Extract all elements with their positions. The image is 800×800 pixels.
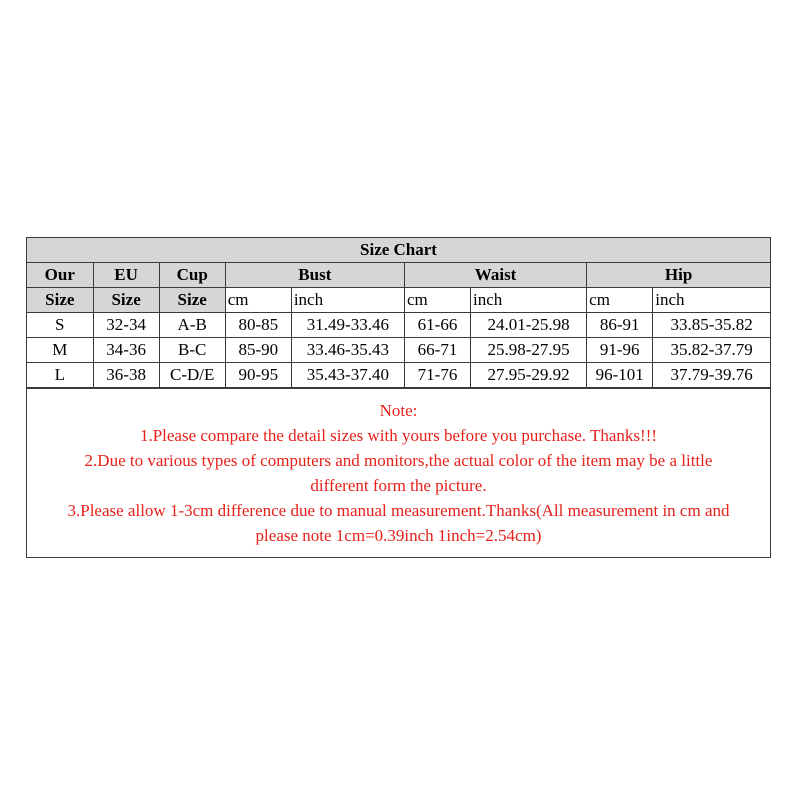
- table-cell: 36-38: [93, 363, 159, 388]
- table-cell: 27.95-29.92: [471, 363, 587, 388]
- notes-section: [27, 388, 770, 557]
- size-chart-table: [27, 238, 770, 388]
- table-cell: 24.01-25.98: [471, 313, 587, 338]
- header-hip: Hip: [587, 263, 770, 288]
- table-row: [27, 363, 770, 388]
- table-cell: B-C: [159, 338, 225, 363]
- table-cell: 91-96: [587, 338, 653, 363]
- table-cell: 33.46-35.43: [291, 338, 404, 363]
- header-our-size-line2: Size: [27, 288, 93, 313]
- note-heading: Note:: [379, 401, 418, 420]
- chart-title: Size Chart: [27, 238, 770, 263]
- size-chart: [26, 237, 771, 558]
- header-row-2: [27, 288, 770, 313]
- header-waist: Waist: [404, 263, 586, 288]
- table-cell: 90-95: [225, 363, 291, 388]
- bust-cm-label: cm: [225, 288, 291, 313]
- table-cell: 61-66: [404, 313, 470, 338]
- header-our-size-line1: Our: [27, 263, 93, 288]
- hip-inch-label: inch: [653, 288, 770, 313]
- table-cell: 32-34: [93, 313, 159, 338]
- table-cell: 33.85-35.82: [653, 313, 770, 338]
- table-cell: M: [27, 338, 93, 363]
- note-line: please note 1cm=0.39inch 1inch=2.54cm): [255, 526, 542, 545]
- note-line: different form the picture.: [310, 476, 487, 495]
- table-cell: 37.79-39.76: [653, 363, 770, 388]
- note-line: 2.Due to various types of computers and monitors,the actual color of the item may be a little: [84, 451, 713, 470]
- header-cup-size-line2: Size: [159, 288, 225, 313]
- table-cell: 25.98-27.95: [471, 338, 587, 363]
- table-cell: C-D/E: [159, 363, 225, 388]
- note-line: 3.Please allow 1-3cm difference due to manual measurement.Thanks(All measurement in cm and: [67, 501, 730, 520]
- table-cell: 85-90: [225, 338, 291, 363]
- table-cell: 86-91: [587, 313, 653, 338]
- table-row: [27, 313, 770, 338]
- header-eu-size-line1: EU: [93, 263, 159, 288]
- table-cell: 34-36: [93, 338, 159, 363]
- title-row: [27, 238, 770, 263]
- table-row: [27, 338, 770, 363]
- header-bust: Bust: [225, 263, 404, 288]
- note-line: 1.Please compare the detail sizes with yours before you purchase. Thanks!!!: [139, 426, 658, 445]
- table-cell: 31.49-33.46: [291, 313, 404, 338]
- table-cell: 80-85: [225, 313, 291, 338]
- header-row-1: [27, 263, 770, 288]
- table-cell: 35.82-37.79: [653, 338, 770, 363]
- table-cell: 35.43-37.40: [291, 363, 404, 388]
- table-cell: S: [27, 313, 93, 338]
- waist-cm-label: cm: [404, 288, 470, 313]
- table-cell: 66-71: [404, 338, 470, 363]
- bust-inch-label: inch: [291, 288, 404, 313]
- table-cell: A-B: [159, 313, 225, 338]
- waist-inch-label: inch: [471, 288, 587, 313]
- header-cup-size-line1: Cup: [159, 263, 225, 288]
- header-eu-size-line2: Size: [93, 288, 159, 313]
- table-cell: 96-101: [587, 363, 653, 388]
- hip-cm-label: cm: [587, 288, 653, 313]
- table-cell: 71-76: [404, 363, 470, 388]
- table-cell: L: [27, 363, 93, 388]
